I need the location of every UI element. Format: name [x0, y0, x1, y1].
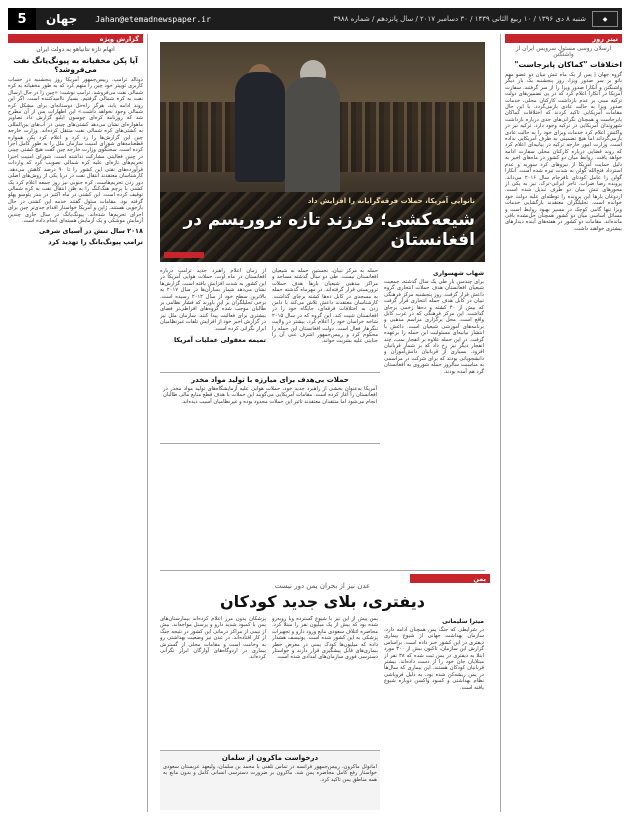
lead-column-1 [384, 268, 484, 568]
lead-body-3: از زمان اعلام راهبرد جدید ترامپ درباره افغانستان در ماه اوت، حملات هوایی آمریکا در این کشور به شدت افزایش یافته است. گزارش‌ها نشان می‌دهد شمار بمباران‌ها در سال ۲۰۱۷ به بالاترین سطح خود از سال ۲۰۱۲ رسیده است. برخی تحلیلگران بر این باورند که فشار نظامی بر طالبان موجب شده گروه‌های افراطی‌تر فضای بیشتری برای فعالیت پیدا کنند. سازمان ملل نیز در گزارش اخیر خود از افزایش تلفات غیرنظامیان ابراز نگرانی کرده است. [160, 268, 266, 332]
second-author: میترا سلیمانی [442, 618, 484, 625]
photo-credit-tag [164, 252, 204, 258]
right-column-label: تیتر روز [505, 34, 622, 43]
right-column-body: گروه جهان | پس از یک ماه تنش میان دو عضو مهم ناتو بر سر صدور ویزا، روز پنجشنبه یک بار دیگر واشنگتن و آنکارا صدور ویزا را از سر گرفتند. سفارت آمریکا در آنکارا اعلام کرد که در پی تضمین‌های دولت ترکیه مبنی بر عدم بازداشت کارکنان محلی، خدمات صدور ویزا به حالت عادی بازمی‌گردد. با این حال مقامات آمریکایی تاکید کردند که اختلافات کماکان پابرجاست و همچنان نگرانی‌های جدی درباره بازداشت شهروندان آمریکایی در ترکیه وجود دارد. ترکیه نیز در واکنش اعلام کرد خدمات ویزای خود را به حالت عادی بازمی‌گرداند اما هیچ تضمینی به طرف آمریکایی نداده است. وزارت امور خارجه ترکیه در بیانیه‌ای اعلام کرد که روند قضایی درباره کارکنان محلی سفارت ادامه خواهد یافت. روابط میان دو کشور در ماه‌های اخیر به دلیل حمایت آمریکا از نیروهای کرد سوریه و عدم استرداد فتح‌الله گولن به شدت تیره شده است. آنکارا گولن را عامل کودتای نافرجام سال ۲۰۱۶ می‌داند. پرونده رضا ضراب، تاجر ایرانی-ترک، نیز به یکی از محورهای تنش میان دو طرف تبدیل شده است. اردوغان بارها این پرونده را توطئه‌ای علیه دولت خود خوانده است. تحلیلگران معتقدند بازگشایی خدمات ویزا تنها گامی کوچک در مسیر بهبود روابط است و مسائل اساسی میان دو کشور همچنان حل‌نشده باقی مانده‌اند. مقامات دو کشور در هفته‌های آینده دیدارهای بیشتری خواهند داشت. [505, 72, 622, 232]
second-body-1: در شرایطی که جنگ یمن همچنان ادامه دارد، سازمان بهداشت جهانی از شیوع بیماری دیفتری در این کشور خبر داده است. براساس گزارش این سازمان، تاکنون بیش از ۳۰۰ مورد ابتلا به دیفتری در یمن ثبت شده که ۳۸ نفر از مبتلایان جان خود را از دست داده‌اند. بیشتر قربانیان کودکان هستند. این بیماری که سال‌ها در یمن ریشه‌کن شده بود، به دلیل فروپاشی نظام بهداشتی و کمبود واکسن دوباره شیوع یافته است. [384, 627, 484, 691]
lead-title: شیعه‌کشی؛ فرزند تازه تروریسم در افغانستان [183, 210, 475, 250]
lead-subhead: تمیمه معقولی عملیات آمریکا [173, 336, 266, 345]
second-column-1 [384, 616, 484, 810]
lead-author: شهاب شهسواری [433, 270, 484, 277]
right-column [500, 34, 622, 812]
section-title: جهان [46, 12, 78, 26]
right-column-headline: اختلافات "کماکان پابرجاست" [514, 60, 622, 69]
lead-photo [160, 42, 485, 262]
second-body-3: پزشکان بدون مرز اعلام کرده‌اند بیمارستان‌های یمن با کمبود شدید دارو و پرسنل مواجه‌اند. بیش از نیمی از مراکز درمانی این کشور در نتیجه جنگ از کار افتاده‌اند. در عدن نیز وضعیت بهداشتی رو به وخامت است و مقامات محلی از گسترش بیماری در اردوگاه‌های آوارگان ابراز نگرانی کرده‌اند. [160, 616, 266, 661]
lead-sidebar-box [160, 372, 380, 444]
second-story-kicker: عدن نیز از بحران یمن دور نیست [274, 582, 371, 590]
lead-body-2: حمله به مرکز تبیان، نخستین حمله به شیعیان افغانستان نیست. طی دو سال گذشته مساجد و مراکز مذهبی شیعیان بارها هدف حملات تروریستی قرار گرفته‌اند. در مهرماه گذشته حمله به مسجدی در کابل ده‌ها کشته برجای گذاشت. کارشناسان معتقدند داعش تلاش می‌کند با دامن زدن به اختلافات فرقه‌ای، جایگاه خود را در افغانستان تثبیت کند. این گروه که در سال ۲۰۱۵ شاخه خراسان خود را اعلام کرد، بیشتر در ولایت ننگرهار فعال است. دولت افغانستان این حمله را محکوم کرد و رییس‌جمهور اشرف غنی آن را جنایتی علیه بشریت خواند. [272, 268, 378, 345]
lead-body-1: برای چندمین بار طی یک سال گذشته، جمعیت شیعیان افغانستان هدف حملات انتحاری گروه داعش قرار گرفت. روز پنجشنبه مرکز فرهنگی تبیان در کابل هدف حمله انتحاری قرار گرفت که بیش از ۴۰ کشته و ده‌ها زخمی برجای گذاشت. این مرکز فرهنگی که در غرب کابل واقع است، محل برگزاری مراسم مذهبی و برنامه‌های آموزشی شیعیان است. داعش با انتشار بیانیه‌ای مسئولیت این حمله را برعهده گرفت. در این حمله علاوه بر انفجار بمب، چند انفجار دیگر نیز رخ داد که بر شمار قربانیان افزود. بسیاری از قربانیان دانش‌آموزان و دانشجویانی بودند که برای شرکت در مراسمی به مناسبت سالروز حمله شوروی به افغانستان گرد هم آمده بودند. [384, 279, 484, 375]
left-column-headline: آیا پکن مخفیانه به پیونگ‌یانگ نفت می‌فروشد؟ [13, 56, 138, 74]
second-sidebar-box [160, 750, 380, 810]
right-column-intro: ارسلان روسی مسئول سرویس ایران از واشنگتن [515, 46, 612, 58]
issue-date: شنبه ۸ دی ۱۳۹۶ / ۱۰ ربیع الثانی ۱۴۳۹ / ۳۰ دسامبر ۲۰۱۷ / سال پانزدهم / شماره ۳۹۸۸ [333, 15, 586, 23]
second-box-headline: درخواست ماکرون از سلمان [221, 754, 319, 762]
lead-box-body: آمریکا به‌عنوان بخشی از راهبرد جدید خود، حملات هوایی علیه آزمایشگاه‌های تولید مواد مخدر در افغانستان را آغاز کرده است. مقامات آمریکایی می‌گویند این حملات با هدف قطع منابع مالی طالبان انجام می‌شود اما منتقدان معتقدند تاثیر این حملات محدود بوده و غیرنظامیان آسیب دیده‌اند. [163, 386, 377, 405]
left-column-subhead: ۲۰۱۸ سال تنش در آسیای شرقی [39, 227, 143, 236]
left-column [8, 34, 148, 812]
left-column-intro: اتهام تازه نتانیاهو به دولت ایران [36, 46, 115, 53]
newspaper-logo-icon: ◆ [592, 11, 618, 27]
lead-kicker: نانوایی آمریکا، حملات فرقه‌گرایانه را افزایش داد [307, 197, 475, 205]
second-story-label: یمن [410, 574, 490, 583]
left-column-subhead-2: ترامپ پیونگ‌یانگ را تهدید کرد [48, 238, 143, 247]
page-number: 5 [8, 8, 36, 30]
left-column-body: دونالد ترامپ، رییس‌جمهور آمریکا روز پنجشنبه در حساب کاربری توییتر خود چین را متهم کرد که به طور مخفیانه به کره شمالی نفت می‌فروشد. ترامپ نوشت: «چین را در حال ارسال نفت به کره شمالی گرفتیم. بسیار ناامیدکننده است. اگر این روند ادامه یابد، هرگز راه‌حل دوستانه‌ای برای مشکل کره شمالی وجود نخواهد داشت.» این اظهارات پس از آن مطرح شد که روزنامه کره‌ای چوسون ایلبو گزارش داد تصاویر ماهواره‌ای نشان می‌دهد کشتی‌های چینی در آب‌های بین‌المللی به کشتی‌های کره شمالی نفت منتقل کرده‌اند. وزارت خارجه چین این گزارش‌ها را رد کرد و اعلام کرد پکن همواره قطعنامه‌های شورای امنیت سازمان ملل را به طور کامل اجرا کرده است. سخنگوی وزارت خارجه چین گفت هیچ کشتی چینی در چنین فعالیتی مشارکت نداشته است. شورای امنیت اخیرا تحریم‌های تازه‌ای علیه کره شمالی تصویب کرد که واردات فرآورده‌های نفتی این کشور را تا ۹۰ درصد کاهش می‌دهد. کارشناسان معتقدند انتقال نفت در دریا یکی از روش‌های اصلی دور زدن تحریم‌هاست. کره جنوبی نیز روز جمعه اعلام کرد یک کشتی با پرچم هنگ‌کنگ را به ظن انتقال نفت به کره شمالی توقیف کرده است. این کشتی در ماه اکتبر در بندر یئوسو پهلو گرفته بود. مقامات سئول گفتند خدمه این کشتی در حال بازجویی هستند. ژاپن و آمریکا خواستار اقدام جدی‌تر چین برای اجرای تحریم‌ها شده‌اند. پیونگ‌یانگ در سال جاری چندین آزمایش موشکی و یک آزمایش هسته‌ای انجام داده است. [8, 77, 144, 224]
section-divider [160, 570, 485, 571]
lead-box-headline: حملات بی‌هدف برای مبارزه با تولید مواد مخدر [191, 376, 349, 384]
site-email[interactable]: Jahan@etemadnewspaper.ir [95, 14, 211, 24]
second-body-2: یمن پیش از این نیز با شیوع گسترده وبا روبه‌رو شده بود که بیش از یک میلیون نفر را مبتلا کرد. محاصره ائتلاف سعودی مانع ورود دارو و تجهیزات پزشکی به این کشور شده است. یونیسف هشدار داده که میلیون‌ها کودک یمنی در معرض خطر بیماری‌های قابل پیشگیری قرار دارند و خواستار دسترسی فوری سازمان‌های امدادی شده است. [272, 616, 378, 661]
masthead [8, 8, 622, 30]
second-box-body: امانوئل ماکرون، رییس‌جمهور فرانسه در تماس تلفنی با محمد بن سلمان، ولیعهد عربستان سعودی خواستار رفع کامل محاصره یمن شد. ماکرون بر ضرورت دسترسی انسانی کامل و بدون مانع به همه مناطق یمن تاکید کرد. [163, 764, 377, 783]
second-story-title: دیفتری، بلای جدید کودکان [219, 592, 426, 611]
left-column-label: گزارش ویژه [8, 34, 143, 43]
